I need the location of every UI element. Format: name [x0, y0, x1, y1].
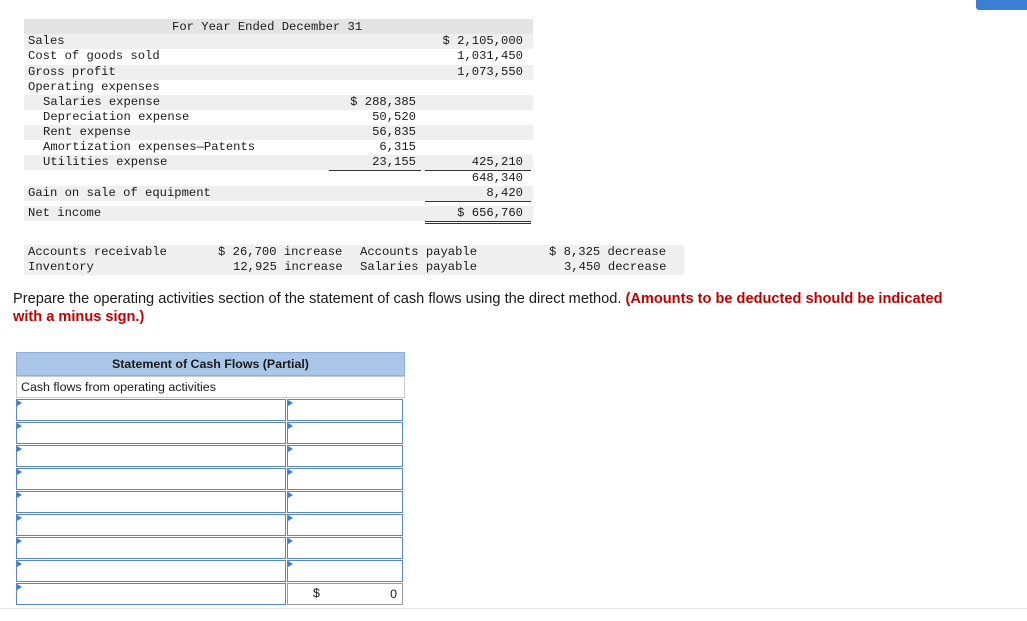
rule	[425, 201, 531, 202]
answer-row	[16, 445, 405, 467]
is-label: Operating expenses	[28, 80, 160, 94]
rule	[425, 221, 531, 222]
is-value: 56,835	[372, 125, 416, 139]
is-row-salaries	[24, 95, 533, 110]
is-row-subtotal	[24, 171, 533, 186]
is-label: Depreciation expense	[43, 110, 190, 124]
dropdown-flag-icon	[17, 446, 22, 452]
total-currency: $	[313, 586, 320, 600]
description-input[interactable]	[17, 561, 285, 581]
description-input[interactable]	[17, 446, 285, 466]
amount-input[interactable]	[288, 446, 402, 466]
dropdown-flag-icon	[17, 538, 22, 544]
dropdown-flag-icon	[288, 400, 293, 406]
amount-cell[interactable]	[287, 514, 403, 536]
is-value: 1,031,450	[457, 49, 523, 63]
is-row-gain	[24, 186, 533, 201]
is-row-depreciation	[24, 110, 533, 125]
answer-row	[16, 491, 405, 513]
change-account: Inventory	[28, 260, 94, 274]
total-description-cell[interactable]	[16, 583, 286, 605]
corner-button[interactable]	[976, 0, 1027, 10]
is-label: Net income	[28, 206, 102, 220]
answer-row	[16, 537, 405, 559]
rule	[425, 223, 531, 224]
amount-cell[interactable]	[287, 445, 403, 467]
amount-input[interactable]	[288, 515, 402, 535]
is-row-amortization	[24, 140, 533, 155]
is-label: Sales	[28, 34, 65, 48]
change-account: Salaries payable	[360, 260, 478, 274]
change-amount: $ 26,700 increase	[218, 245, 343, 259]
is-value: 8,420	[486, 186, 523, 200]
is-value: 23,155	[372, 155, 416, 169]
dropdown-flag-icon	[17, 400, 22, 406]
is-row-utilities	[24, 155, 533, 170]
instructions-text: Prepare the operating activities section of the statement of cash flows using the direct method.	[13, 291, 622, 307]
dropdown-flag-icon	[288, 492, 293, 498]
is-value: 50,520	[372, 110, 416, 124]
is-label: Salaries expense	[43, 95, 161, 109]
is-value: 425,210	[471, 155, 523, 169]
total-amount-cell	[287, 583, 403, 605]
change-amount: $ 8,325 decrease	[549, 245, 667, 259]
description-cell[interactable]	[16, 468, 286, 490]
amount-input[interactable]	[288, 400, 402, 420]
is-value: $ 288,385	[350, 95, 416, 109]
change-account: Accounts payable	[360, 245, 478, 259]
dropdown-flag-icon	[288, 469, 293, 475]
is-label: Cost of goods sold	[28, 49, 160, 63]
is-row-sales	[24, 34, 533, 49]
dropdown-flag-icon	[17, 469, 22, 475]
change-amount: 3,450 decrease	[564, 260, 667, 274]
description-input[interactable]	[17, 515, 285, 535]
is-label: Gain on sale of equipment	[28, 186, 211, 200]
description-cell[interactable]	[16, 560, 286, 582]
amount-input[interactable]	[288, 561, 402, 581]
description-cell[interactable]	[16, 445, 286, 467]
dropdown-flag-icon	[288, 561, 293, 567]
is-label: Gross profit	[28, 65, 116, 79]
income-statement-header-text: For Year Ended December 31	[172, 20, 363, 34]
is-row-rent	[24, 125, 533, 140]
description-input[interactable]	[17, 538, 285, 558]
dropdown-flag-icon	[17, 515, 22, 521]
answer-row	[16, 560, 405, 582]
is-value: 1,073,550	[457, 65, 523, 79]
is-label: Rent expense	[43, 125, 131, 139]
is-row-opex	[24, 80, 533, 95]
instructions-emphasis: (Amounts to be deducted should be indicated with a minus sign.)	[13, 291, 943, 325]
statement-subheader-text: Cash flows from operating activities	[21, 380, 216, 394]
amount-cell[interactable]	[287, 468, 403, 490]
dropdown-flag-icon	[17, 423, 22, 429]
amount-cell[interactable]	[287, 491, 403, 513]
description-cell[interactable]	[16, 537, 286, 559]
divider	[0, 608, 1027, 609]
change-row	[24, 245, 684, 260]
description-cell[interactable]	[16, 422, 286, 444]
dropdown-flag-icon	[288, 515, 293, 521]
answer-row	[16, 468, 405, 490]
total-row	[16, 583, 405, 605]
amount-cell[interactable]	[287, 399, 403, 421]
statement-title: Statement of Cash Flows (Partial)	[16, 352, 405, 376]
amount-input[interactable]	[288, 492, 402, 512]
dropdown-flag-icon	[17, 584, 22, 590]
amount-cell[interactable]	[287, 537, 403, 559]
income-statement-header	[24, 19, 533, 34]
amount-input[interactable]	[288, 538, 402, 558]
description-input[interactable]	[17, 469, 285, 489]
description-input[interactable]	[17, 400, 285, 420]
description-input[interactable]	[17, 423, 285, 443]
is-row-gross-profit	[24, 65, 533, 80]
answer-row	[16, 399, 405, 421]
amount-input[interactable]	[288, 469, 402, 489]
statement-subheader	[16, 376, 405, 398]
is-value: $ 656,760	[457, 206, 523, 220]
dropdown-flag-icon	[288, 538, 293, 544]
instructions	[13, 290, 973, 326]
is-value: 648,340	[471, 171, 523, 185]
change-amount: 12,925 increase	[233, 260, 343, 274]
total-description-input[interactable]	[17, 584, 285, 604]
is-label: Amortization expenses—Patents	[43, 140, 256, 154]
amount-cell[interactable]	[287, 422, 403, 444]
amount-input[interactable]	[288, 423, 402, 443]
dropdown-flag-icon	[288, 446, 293, 452]
description-input[interactable]	[17, 492, 285, 512]
is-row-net-income	[24, 206, 533, 221]
description-cell[interactable]	[16, 514, 286, 536]
answer-row	[16, 422, 405, 444]
amount-cell[interactable]	[287, 560, 403, 582]
dropdown-flag-icon	[17, 561, 22, 567]
dropdown-flag-icon	[17, 492, 22, 498]
change-account: Accounts receivable	[28, 245, 167, 259]
answer-row	[16, 514, 405, 536]
description-cell[interactable]	[16, 491, 286, 513]
description-cell[interactable]	[16, 399, 286, 421]
is-value: $ 2,105,000	[442, 34, 523, 48]
total-value: 0	[390, 587, 397, 601]
change-row	[24, 260, 684, 275]
is-row-cogs	[24, 49, 533, 64]
is-value: 6,315	[379, 140, 416, 154]
is-label: Utilities expense	[43, 155, 168, 169]
dropdown-flag-icon	[288, 423, 293, 429]
